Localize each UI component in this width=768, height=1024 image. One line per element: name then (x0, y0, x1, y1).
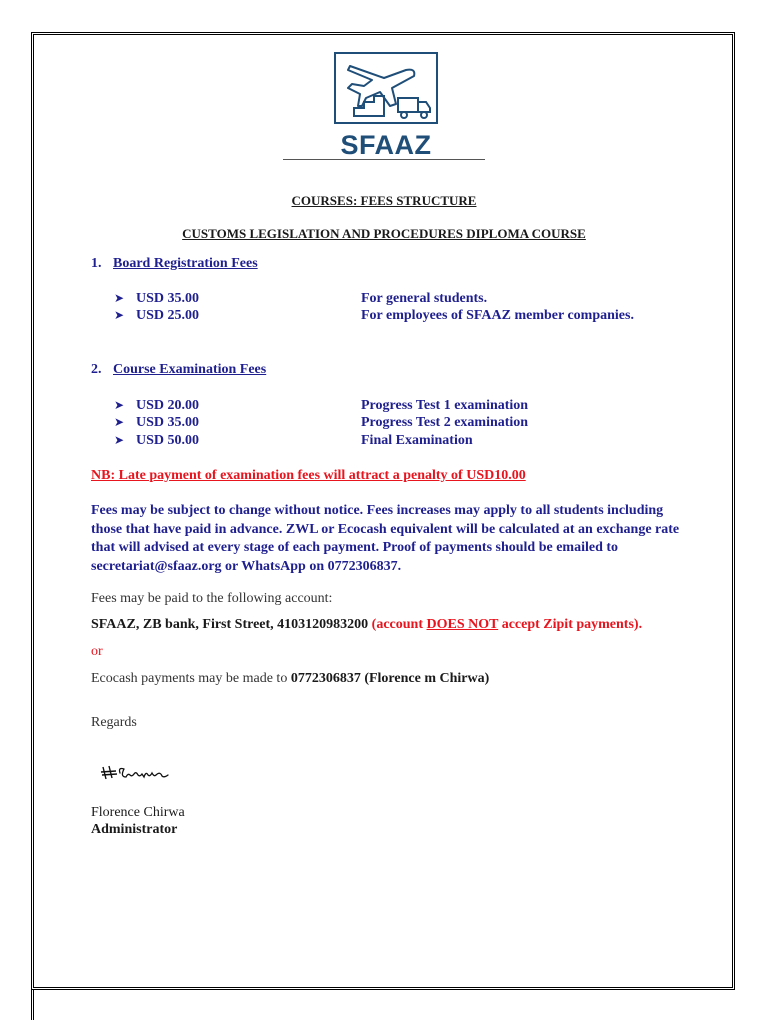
payment-intro: Fees may be paid to the following account: (91, 591, 333, 606)
late-payment-notice: NB: Late payment of examination fees will attract a penalty of USD10.00 (91, 468, 526, 483)
signer-title: Administrator (91, 822, 178, 837)
section-course-examination (91, 362, 266, 378)
fee-amount: USD 50.00 (136, 433, 200, 448)
account-note-emphasis: DOES NOT (426, 617, 499, 632)
fee-description: Progress Test 2 examination (361, 415, 529, 430)
bullet-arrow-icon: ➤ (114, 291, 125, 305)
ecocash-line (91, 671, 489, 687)
fee-amount: USD 35.00 (136, 415, 200, 430)
fee-amount: USD 35.00 (136, 291, 200, 306)
fee-amount: USD 25.00 (136, 308, 200, 323)
section-title: Course Examination Fees (113, 362, 267, 377)
page-title: COURSES: FEES STRUCTURE (291, 193, 477, 208)
or-separator: or (91, 644, 103, 659)
fee-description: Progress Test 1 examination (361, 398, 529, 413)
airplane-truck-logo-icon (336, 54, 436, 122)
section-number: 2. (91, 362, 102, 377)
account-note-close: accept Zipit payments). (501, 617, 643, 632)
fees-notice-paragraph: Fees may be subject to change without notice. Fees increases may apply to all students including those that have paid in advance. ZWL or Ecocash equivalent will be calculated at an exchange rate that will advised at every stage of each payment. Proof of payments should be emailed to secretariat@sfaaz.org or WhatsApp on 0772306837. (91, 503, 680, 574)
bullet-arrow-icon: ➤ (114, 398, 125, 412)
signer-name: Florence Chirwa (91, 805, 185, 820)
bank-account-line (91, 617, 642, 633)
signature (100, 763, 184, 783)
course-title: CUSTOMS LEGISLATION AND PROCEDURES DIPLOMA COURSE (182, 226, 586, 241)
sfaaz-logo (326, 52, 446, 162)
bullet-arrow-icon: ➤ (114, 308, 125, 322)
logo-frame (334, 52, 438, 124)
bullet-arrow-icon: ➤ (114, 415, 125, 429)
bullet-arrow-icon: ➤ (114, 433, 125, 447)
section-number: 1. (91, 256, 102, 271)
ecocash-prefix: Ecocash payments may be made to (91, 671, 288, 686)
logo-divider (283, 159, 485, 160)
page-border-stub (31, 990, 35, 1020)
fee-description: For general students. (361, 291, 488, 306)
section-title: Board Registration Fees (113, 256, 258, 271)
fee-description: Final Examination (361, 433, 473, 448)
account-note-open: (account (371, 617, 423, 632)
logo-text: SFAAZ (340, 130, 432, 160)
fee-description: For employees of SFAAZ member companies. (361, 308, 634, 323)
section-board-registration (91, 256, 258, 272)
regards: Regards (91, 715, 137, 730)
ecocash-number: 0772306837 (Florence m Chirwa) (290, 671, 490, 686)
bank-account: SFAAZ, ZB bank, First Street, 4103120983200 (91, 617, 369, 632)
fee-amount: USD 20.00 (136, 398, 200, 413)
handwritten-signature-icon (100, 763, 184, 783)
